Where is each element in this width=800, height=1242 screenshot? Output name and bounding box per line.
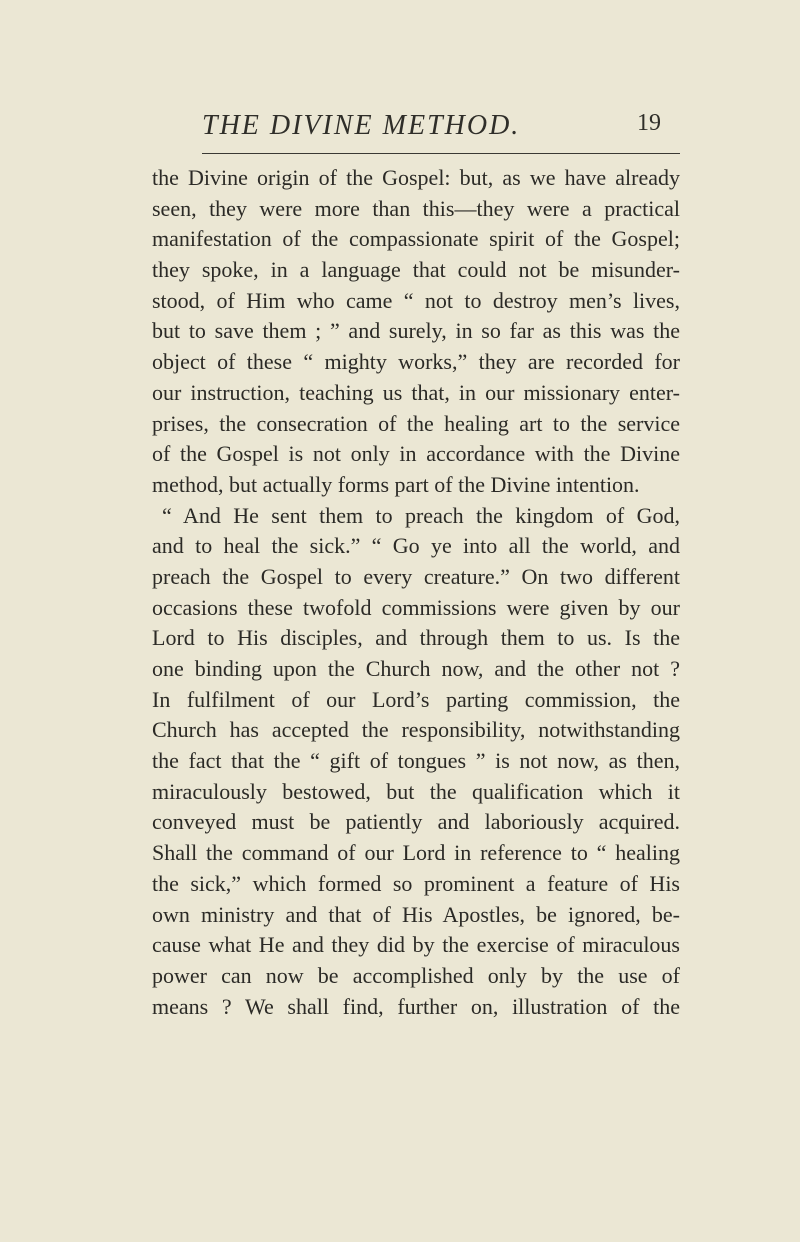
text-line: Church has accepted the responsibility, notwithstanding [152, 717, 680, 743]
text-line: seen, they were more than this—they were a practical [152, 195, 680, 221]
text-line: manifestation of the compassionate spirit of the Gospel; [152, 226, 680, 252]
text-line: and to heal the sick.” “ Go ye into all the world, and [152, 533, 680, 559]
text-line: object of these “ mighty works,” they are recorded for [152, 349, 680, 375]
text-line: cause what He and they did by the exercise of miraculous [152, 932, 680, 958]
text-line: of the Gospel is not only in accordance with the Divine [152, 441, 680, 467]
text-line: means ? We shall find, further on, illustration of the [152, 993, 680, 1019]
text-line: our instruction, teaching us that, in our missionary enter- [152, 379, 680, 405]
text-line: the sick,” which formed so prominent a feature of His [152, 870, 680, 896]
text-line: Shall the command of our Lord in reference to “ healing [152, 840, 680, 866]
running-title: THE DIVINE METHOD. [202, 110, 521, 141]
text-line: stood, of Him who came “ not to destroy men’s lives, [152, 287, 680, 313]
text-line: In fulfilment of our Lord’s parting commission, the [152, 686, 680, 712]
text-line: miraculously bestowed, but the qualification which it [152, 778, 680, 804]
text-line: prises, the consecration of the healing art to the service [152, 410, 680, 436]
text-line: but to save them ; ” and surely, in so far as this was the [152, 318, 680, 344]
text-line: own ministry and that of His Apostles, be ignored, be- [152, 901, 680, 927]
text-line: they spoke, in a language that could not be misunder- [152, 257, 680, 283]
text-line: method, but actually forms part of the Divine intention. [152, 471, 640, 497]
text-line: preach the Gospel to every creature.” On two different [152, 563, 680, 589]
text-line: the Divine origin of the Gospel: but, as we have already [152, 165, 680, 190]
header-rule [202, 153, 680, 154]
text-line: occasions these twofold commissions were given by our [152, 594, 680, 620]
text-line: power can now be accomplished only by the use of [152, 962, 680, 988]
text-line: one binding upon the Church now, and the other not ? [152, 656, 680, 681]
text-line: conveyed must be patiently and laboriously acquired. [152, 809, 680, 835]
page-number: 19 [637, 110, 661, 136]
text-line: the fact that the “ gift of tongues ” is not now, as then, [152, 748, 680, 774]
text-line: Lord to His disciples, and through them to us. Is the [152, 625, 680, 651]
text-line: “ And He sent them to preach the kingdom of God, [162, 502, 680, 528]
running-head [176, 104, 676, 144]
body-text [152, 163, 680, 1022]
